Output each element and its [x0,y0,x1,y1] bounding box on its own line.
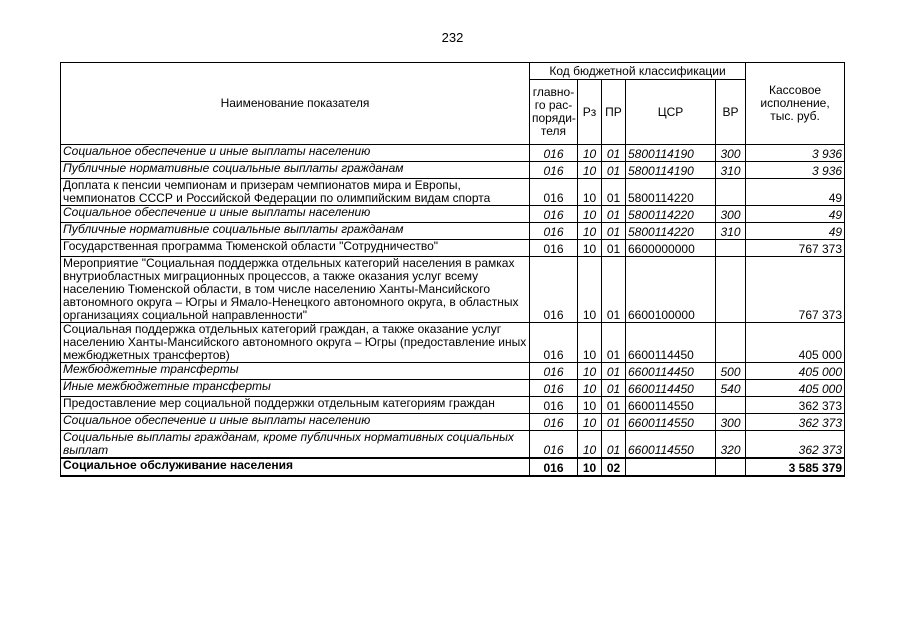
cell-amount: 405 000 [746,323,845,363]
table-row [61,397,845,414]
table-row [61,223,845,240]
cell-glav: 016 [530,257,578,323]
cell-csr: 6600114550 [626,414,716,431]
cell-csr: 6600114450 [626,323,716,363]
cell-pr: 01 [602,240,626,257]
cell-name: Межбюджетные трансферты [61,363,530,380]
cell-rz: 10 [578,240,602,257]
cell-name: Социальное обслуживание населения [61,458,530,476]
header-name: Наименование показателя [61,63,530,145]
cell-glav: 016 [530,363,578,380]
table-row [61,380,845,397]
cell-rz: 10 [578,414,602,431]
cell-amount: 3 585 379 [746,458,845,476]
cell-amount: 362 373 [746,397,845,414]
cell-glav: 016 [530,206,578,223]
cell-vr [716,397,746,414]
cell-glav: 016 [530,240,578,257]
cell-glav: 016 [530,380,578,397]
header-rz: Рз [578,80,602,145]
cell-rz: 10 [578,145,602,162]
cell-amount: 49 [746,223,845,240]
cell-csr: 6600000000 [626,240,716,257]
cell-name: Публичные нормативные социальные выплаты гражданам [61,162,530,179]
table-row [61,323,845,363]
cell-pr: 01 [602,257,626,323]
cell-amount: 49 [746,179,845,206]
cell-rz: 10 [578,323,602,363]
table-body [61,145,845,477]
cell-pr: 01 [602,414,626,431]
cell-name: Доплата к пенсии чемпионам и призерам чемпионатов мира и Европы, чемпионатов СССР и Российской Федерации по олимпийским видам спорта [61,179,530,206]
cell-amount: 3 936 [746,145,845,162]
header-pr: ПР [602,80,626,145]
cell-vr: 300 [716,206,746,223]
header-glav: главно- го рас- поряди- теля [530,80,578,145]
cell-name: Публичные нормативные социальные выплаты гражданам [61,223,530,240]
cell-name: Государственная программа Тюменской области "Сотрудничество" [61,240,530,257]
cell-glav: 016 [530,223,578,240]
cell-pr: 01 [602,323,626,363]
cell-amount: 767 373 [746,240,845,257]
table-row [61,431,845,459]
cell-vr: 300 [716,414,746,431]
page-number: 232 [441,30,464,45]
cell-glav: 016 [530,414,578,431]
table-row [61,458,845,476]
cell-pr: 01 [602,223,626,240]
header-amount: Кассовое исполнение, тыс. руб. [746,63,845,145]
header-csr: ЦСР [626,80,716,145]
cell-glav: 016 [530,145,578,162]
header-vr: ВР [716,80,746,145]
cell-pr: 01 [602,397,626,414]
cell-pr: 01 [602,179,626,206]
cell-vr: 320 [716,431,746,459]
cell-rz: 10 [578,458,602,476]
cell-rz: 10 [578,363,602,380]
cell-name: Социальное обеспечение и иные выплаты населению [61,206,530,223]
table-row [61,179,845,206]
cell-rz: 10 [578,179,602,206]
cell-name: Мероприятие "Социальная поддержка отдельных категорий населения в рамках внутриобластных миграционных процессов, а также оказания услуг всему населению Тюменской области, в том числе населению Ханты-Мансийского автономного округа – Югры и Ямало-Ненецкого автономного округа, в областных организациях социальной направленности" [61,257,530,323]
table-row [61,414,845,431]
cell-pr: 01 [602,363,626,380]
cell-vr: 500 [716,363,746,380]
cell-amount: 767 373 [746,257,845,323]
cell-csr: 6600100000 [626,257,716,323]
cell-amount: 405 000 [746,363,845,380]
cell-amount: 362 373 [746,431,845,459]
cell-rz: 10 [578,162,602,179]
cell-amount: 405 000 [746,380,845,397]
cell-name: Предоставление мер социальной поддержки отдельным категориям граждан [61,397,530,414]
cell-pr: 01 [602,162,626,179]
cell-name: Социальное обеспечение и иные выплаты населению [61,414,530,431]
table-row [61,257,845,323]
cell-amount: 3 936 [746,162,845,179]
cell-pr: 01 [602,206,626,223]
cell-glav: 016 [530,323,578,363]
cell-amount: 49 [746,206,845,223]
cell-rz: 10 [578,397,602,414]
cell-csr: 5800114220 [626,179,716,206]
cell-vr: 540 [716,380,746,397]
cell-rz: 10 [578,431,602,459]
cell-vr: 310 [716,223,746,240]
cell-vr: 300 [716,145,746,162]
cell-rz: 10 [578,257,602,323]
cell-vr [716,179,746,206]
table-row [61,363,845,380]
cell-vr [716,240,746,257]
cell-glav: 016 [530,162,578,179]
table-row [61,240,845,257]
cell-name: Социальная поддержка отдельных категорий граждан, а также оказание услуг населению Ханты-Мансийского автономного округа – Югры (предоставление иных межбюджетных трансфертов) [61,323,530,363]
cell-vr [716,257,746,323]
cell-rz: 10 [578,206,602,223]
cell-glav: 016 [530,179,578,206]
cell-pr: 01 [602,431,626,459]
cell-csr: 5800114220 [626,223,716,240]
table-row [61,162,845,179]
cell-amount: 362 373 [746,414,845,431]
header-group: Код бюджетной классификации [530,63,746,80]
cell-rz: 10 [578,380,602,397]
cell-csr: 6600114450 [626,363,716,380]
cell-name: Иные межбюджетные трансферты [61,380,530,397]
budget-table [60,62,845,477]
cell-vr [716,323,746,363]
cell-csr: 6600114550 [626,397,716,414]
cell-pr: 01 [602,380,626,397]
cell-pr: 01 [602,145,626,162]
cell-pr: 02 [602,458,626,476]
cell-name: Социальные выплаты гражданам, кроме публичных нормативных социальных выплат [61,431,530,459]
cell-glav: 016 [530,458,578,476]
cell-name: Социальное обеспечение и иные выплаты населению [61,145,530,162]
cell-glav: 016 [530,397,578,414]
cell-csr: 6600114550 [626,431,716,459]
cell-csr: 5800114220 [626,206,716,223]
table-row [61,145,845,162]
cell-csr: 6600114450 [626,380,716,397]
cell-vr: 310 [716,162,746,179]
cell-vr [716,458,746,476]
cell-csr [626,458,716,476]
cell-csr: 5800114190 [626,162,716,179]
cell-csr: 5800114190 [626,145,716,162]
cell-glav: 016 [530,431,578,459]
table-row [61,206,845,223]
cell-rz: 10 [578,223,602,240]
